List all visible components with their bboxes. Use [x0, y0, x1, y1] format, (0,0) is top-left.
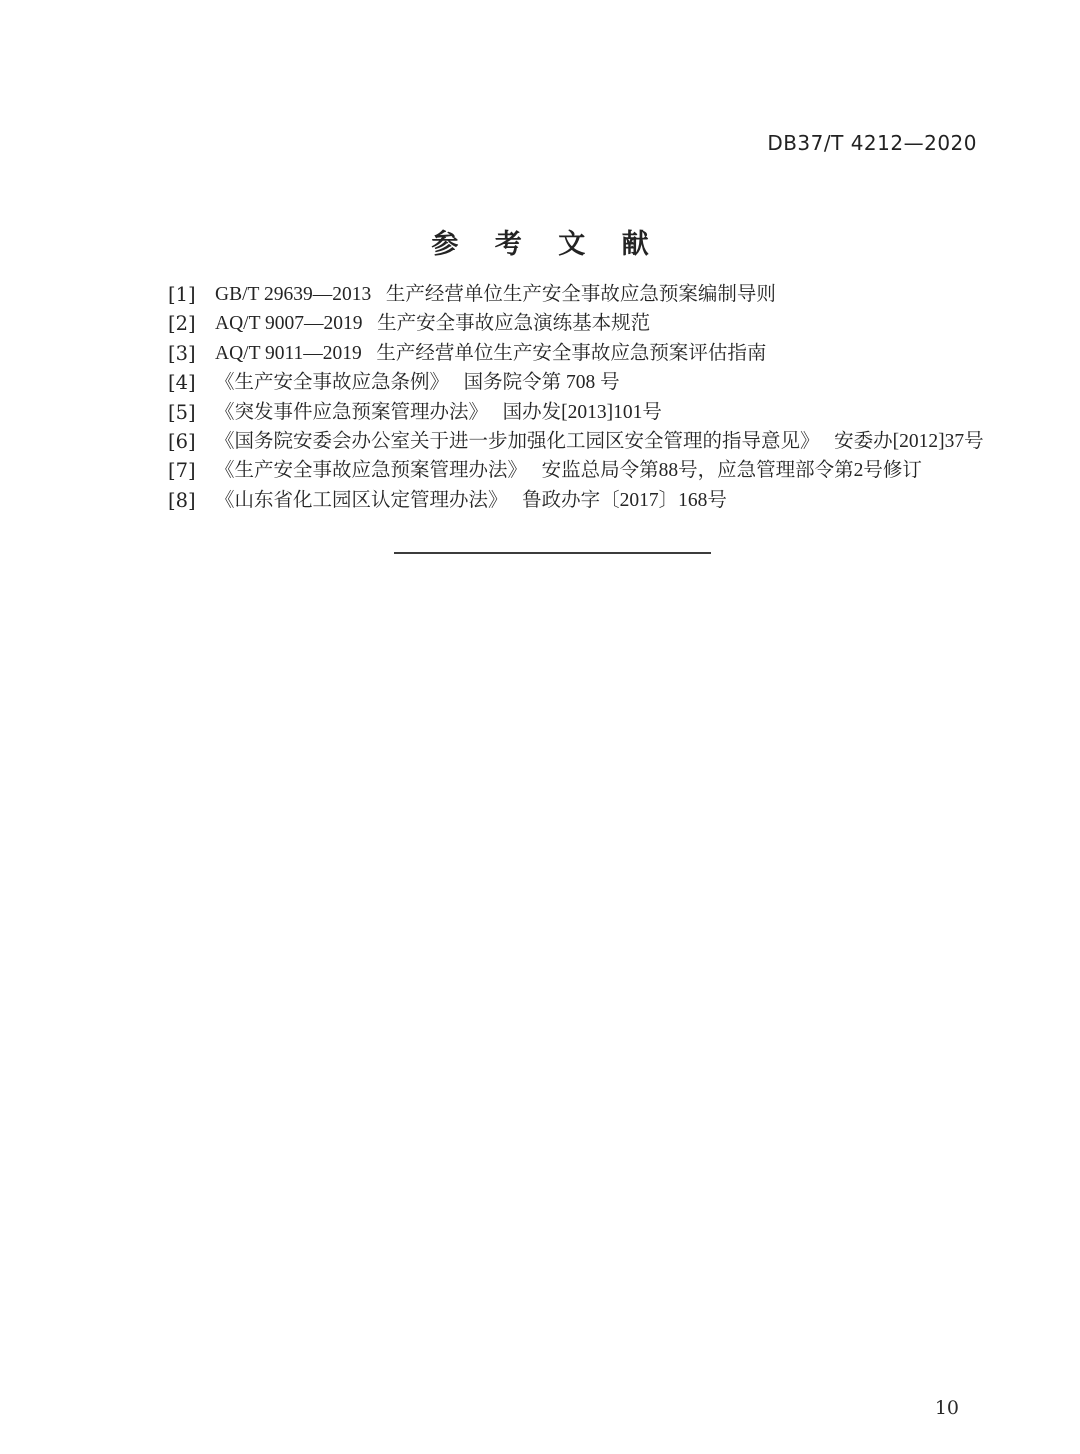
reference-text: AQ/T 9011—2019 生产经营单位生产安全事故应急预案评估指南: [215, 342, 767, 364]
reference-item: [168, 339, 1040, 368]
reference-item: [168, 456, 1040, 485]
page-number: 10: [934, 1397, 959, 1419]
end-of-document-rule: [394, 552, 711, 554]
references-title: 参 考 文 献: [431, 229, 664, 259]
reference-text: 《生产安全事故应急条例》 国务院令第 708 号: [215, 372, 620, 394]
reference-number: [1]: [168, 283, 196, 306]
reference-text: AQ/T 9007—2019 生产安全事故应急演练基本规范: [215, 313, 651, 335]
references-list: [168, 280, 1040, 515]
reference-number: [7]: [168, 459, 196, 483]
reference-number: [4]: [168, 371, 196, 395]
reference-item: [168, 368, 1040, 397]
reference-text: 《国务院安委会办公室关于进一步加强化工园区安全管理的指导意见》 安委办[2012]37号: [215, 430, 984, 452]
reference-number: [3]: [168, 341, 196, 365]
reference-number: [6]: [168, 429, 196, 453]
reference-item: [168, 486, 1040, 515]
reference-item: [168, 280, 1040, 309]
standard-code-header: DB37/T 4212—2020: [767, 131, 977, 155]
reference-number: [8]: [168, 488, 196, 512]
reference-text: 《山东省化工园区认定管理办法》 鲁政办字〔2017〕168号: [215, 489, 727, 511]
reference-text: 《生产安全事故应急预案管理办法》 安监总局令第88号，应急管理部令第2号修订: [215, 460, 922, 482]
reference-item: [168, 398, 1040, 427]
reference-text: GB/T 29639—2013 生产经营单位生产安全事故应急预案编制导则: [215, 284, 776, 305]
reference-text: 《突发事件应急预案管理办法》 国办发[2013]101号: [215, 401, 662, 423]
reference-number: [5]: [168, 400, 196, 424]
reference-number: [2]: [168, 312, 196, 336]
reference-item: [168, 427, 1040, 456]
reference-item: [168, 309, 1040, 338]
